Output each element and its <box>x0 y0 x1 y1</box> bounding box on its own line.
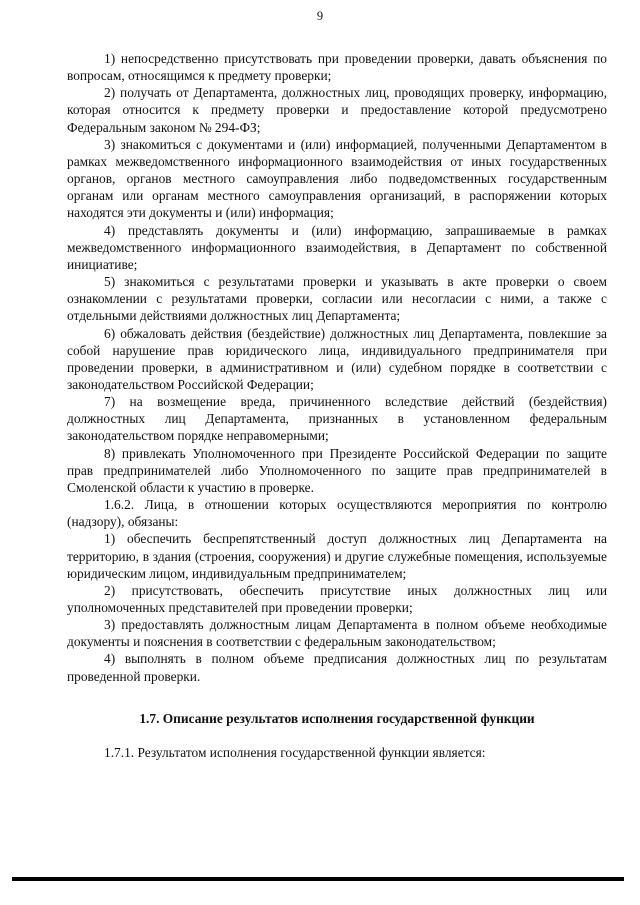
paragraph-obligation-2: 2) присутствовать, обеспечить присутствие иных должностных лиц или уполномоченных представителей при проведении проверки; <box>67 582 607 615</box>
document-body <box>67 50 607 761</box>
paragraph-right-7: 7) на возмещение вреда, причиненного вследствие действий (бездействия) должностных лиц Департамента, признанных в установленном федеральным законодательством порядке неправомерными; <box>67 394 607 444</box>
paragraph-obligation-3: 3) предоставлять должностным лицам Департамента в полном объеме необходимые документы и пояснения в соответствии с федеральным законодательством; <box>67 617 607 650</box>
paragraph-right-4: 4) представлять документы и (или) информацию, запрашиваемые в рамках межведомственного информационного взаимодействия, в Департамент по собственной инициативе; <box>67 222 607 272</box>
paragraph-result: 1.7.1. Результатом исполнения государственной функции является: <box>104 744 486 760</box>
paragraph-right-2: 2) получать от Департамента, должностных лиц, проводящих проверку, информацию, которая относится к предмету проверки и предоставление которой предусмотрено Федеральным законом № 294-ФЗ; <box>67 85 607 135</box>
paragraph-right-6: 6) обжаловать действия (бездействие) должностных лиц Департамента, повлекшие за собой нарушение прав юридического лица, индивидуального предпринимателя при проведении проверки, в административном и (или) судебном порядке в соответствии с законодательством Российской Федерации; <box>67 325 607 392</box>
paragraph-right-8: 8) привлекать Уполномоченного при Президенте Российской Федерации по защите прав предпринимателей либо Уполномоченного по защите прав предпринимателей в Смоленской области к участию в проверке. <box>67 445 607 495</box>
paragraph-right-1: 1) непосредственно присутствовать при проведении проверки, давать объяснения по вопросам, относящимся к предмету проверки; <box>67 51 607 84</box>
scan-edge-bar <box>12 877 624 881</box>
page-number: 9 <box>316 9 324 23</box>
paragraph-obligations-intro: 1.6.2. Лица, в отношении которых осуществляются мероприятия по контролю (надзору), обязаны: <box>67 497 607 530</box>
paragraph-right-3: 3) знакомиться с документами и (или) информацией, полученными Департаментом в рамках межведомственного информационного взаимодействия от иных государственных органов, органов местного самоуправления либо подведомственных государственным органам или органам местного самоуправления организаций, в распоряжении которых находятся эти документы и (или) информация; <box>67 136 607 221</box>
section-heading: 1.7. Описание результатов исполнения государственной функции <box>139 710 535 726</box>
paragraph-obligation-4: 4) выполнять в полном объеме предписания должностных лиц по результатам проведенной проверки. <box>67 651 607 684</box>
paragraph-obligation-1: 1) обеспечить беспрепятственный доступ должностных лиц Департамента на территорию, в здания (строения, сооружения) и другие служебные помещения, используемые юридическим лицом, индивидуальным предпринимателем; <box>67 531 607 581</box>
paragraph-right-5: 5) знакомиться с результатами проверки и указывать в акте проверки о своем ознакомлении с результатами проверки, согласии или несогласии с ними, а также с отдельными действиями должностных лиц Департамента; <box>67 274 607 324</box>
